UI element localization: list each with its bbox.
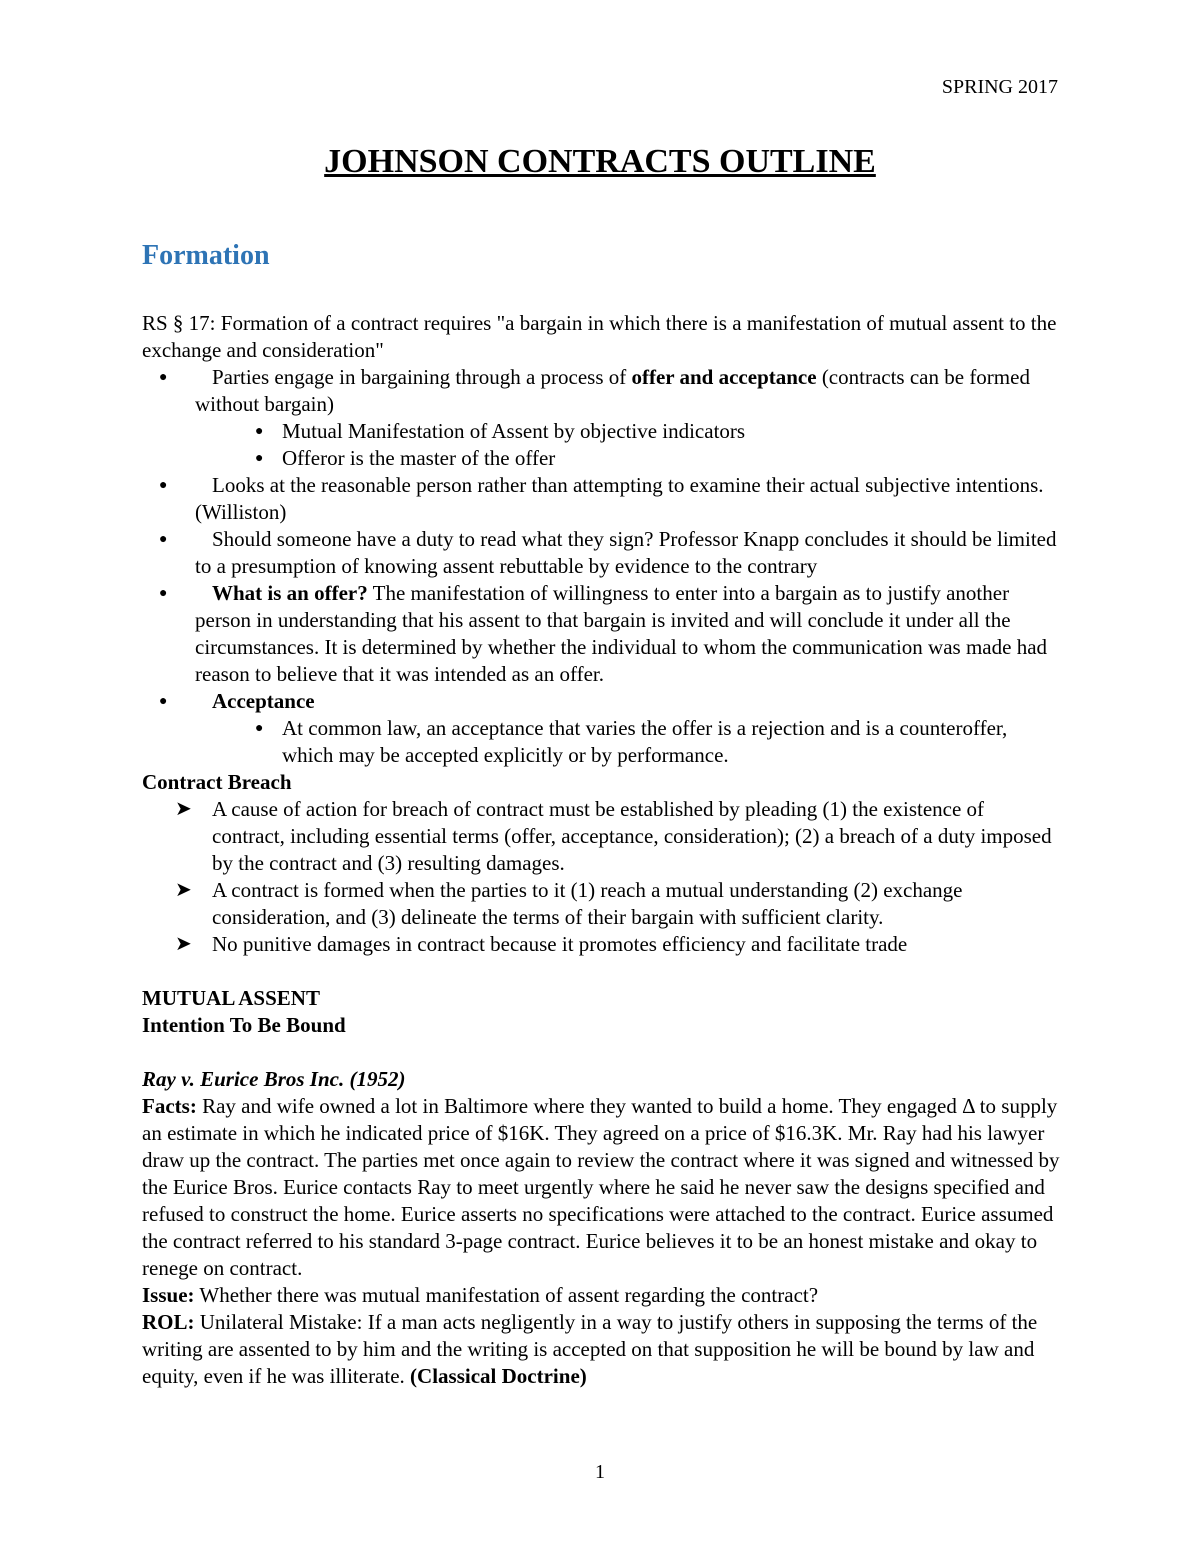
case-name: Ray v. Eurice Bros Inc. (1952): [142, 1067, 406, 1091]
bullet-icon: ●: [255, 451, 264, 466]
document-title: JOHNSON CONTRACTS OUTLINE: [324, 143, 876, 180]
bullet-icon: ●: [255, 721, 264, 736]
bullet-icon: ●: [159, 532, 168, 547]
list-item: ➤ No punitive damages in contract because it promotes efficiency and facilitate trade: [175, 932, 908, 956]
case-rule-of-law: ROL: Unilateral Mistake: If a man acts negligently in a way to justify others in supposing the terms of the writing are assented to by him and the writing is accepted on that supposition he will be bound by law and equity, even if he was illiterate. (Classical Doctrine): [142, 1310, 1038, 1388]
bullet-icon: ●: [255, 424, 264, 439]
subheading-intention-to-be-bound: Intention To Be Bound: [142, 1013, 346, 1037]
list-item: ● At common law, an acceptance that varies the offer is a rejection and is a counteroffer, which may be accepted explicitly or by performance.: [255, 716, 1008, 767]
arrow-bullet-icon: ➤: [175, 879, 192, 901]
arrow-bullet-icon: ➤: [175, 933, 192, 955]
arrow-bullet-icon: ➤: [175, 798, 192, 820]
list-item: ● Offeror is the master of the offer: [255, 446, 556, 470]
formation-bullet-list: [142, 364, 1062, 769]
list-item: ● What is an offer? The manifestation of willingness to enter into a bargain as to justify another person in understanding that his assent to that bargain is invited and will conclude it under all the circumstances. It is determined by whether the individual to whom the communication was made had reason to believe that it was intended as an offer.: [159, 581, 1048, 686]
list-item: ● Parties engage in bargaining through a process of offer and acceptance (contracts can be formed without bargain): [159, 365, 1030, 416]
list-item: ● Mutual Manifestation of Assent by objective indicators: [255, 419, 746, 443]
bullet-icon: ●: [159, 694, 168, 709]
document-body: [142, 238, 1062, 1390]
intro-paragraph: RS § 17: Formation of a contract requires "a bargain in which there is a manifestation of mutual assent to the exchange and consideration": [142, 311, 1057, 362]
breach-arrow-list: [142, 796, 1062, 958]
page-number: 1: [595, 1461, 605, 1483]
header-term: SPRING 2017: [941, 76, 1058, 98]
case-issue: Issue: Whether there was mutual manifestation of assent regarding the contract?: [142, 1283, 819, 1307]
bullet-icon: ●: [159, 478, 168, 493]
list-item: ➤ A cause of action for breach of contract must be established by pleading (1) the existence of contract, including essential terms (offer, acceptance, consideration); (2) a breach of a duty imposed by the contract and (3) resulting damages.: [175, 797, 1052, 875]
bullet-icon: ●: [159, 586, 168, 601]
list-item: ● Acceptance: [159, 689, 315, 713]
heading-contract-breach: Contract Breach: [142, 770, 292, 794]
case-facts: Facts: Ray and wife owned a lot in Baltimore where they wanted to build a home. They engaged Δ to supply an estimate in which he indicated price of $16K. They agreed on a price of $16.3K. Mr. Ray had his lawyer draw up the contract. The parties met once again to review the contract where it was signed and witnessed by the Eurice Bros. Eurice contacts Ray to meet urgently where he said he never saw the designs specified and refused to construct the home. Eurice asserts no specifications were attached to the contract. Eurice assumed the contract referred to his standard 3-page contract. Eurice believes it to be an honest mistake and okay to renege on contract.: [142, 1094, 1060, 1280]
list-item: ➤ A contract is formed when the parties to it (1) reach a mutual understanding (2) exchange consideration, and (3) delineate the terms of their bargain with sufficient clarity.: [175, 878, 963, 929]
section-heading-formation: Formation: [142, 240, 270, 271]
list-item: ● Should someone have a duty to read what they sign? Professor Knapp concludes it should be limited to a presumption of knowing assent rebuttable by evidence to the contrary: [159, 527, 1057, 578]
heading-mutual-assent: MUTUAL ASSENT: [142, 986, 320, 1010]
bullet-icon: ●: [159, 370, 168, 385]
list-item: ● Looks at the reasonable person rather than attempting to examine their actual subjective intentions. (Williston): [159, 473, 1044, 524]
